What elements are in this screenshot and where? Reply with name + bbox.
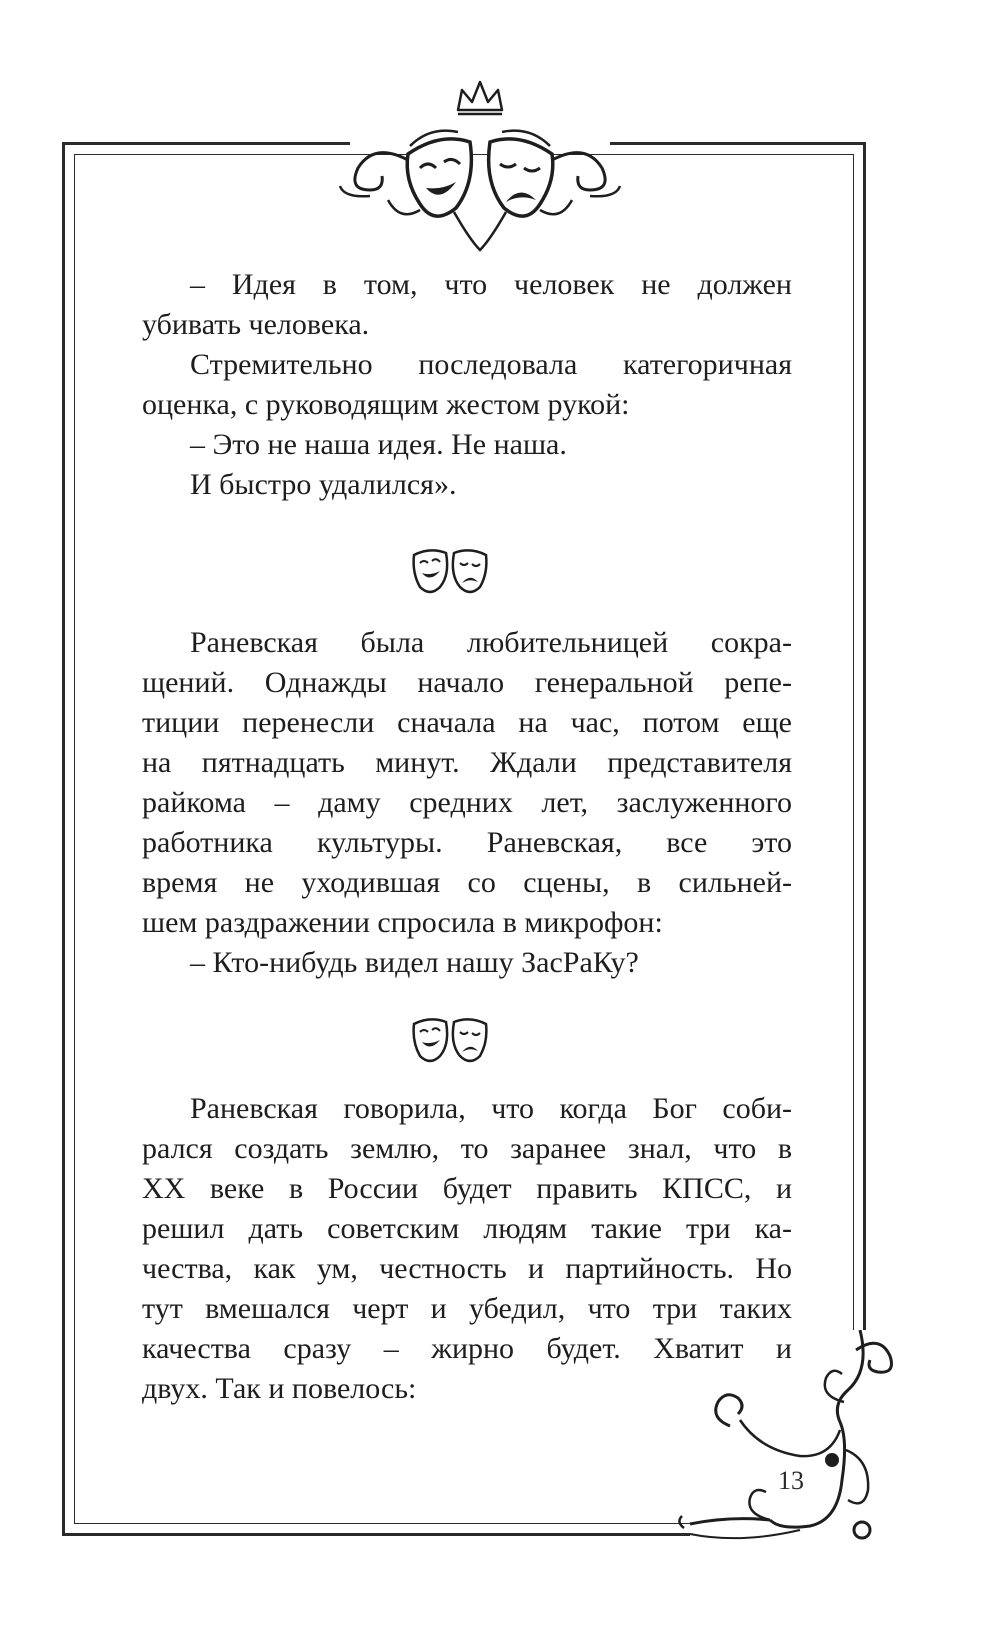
theater-masks-icon — [410, 545, 490, 597]
page-number: 13 — [778, 1466, 804, 1495]
text-line: Раневская говорила, что когда Бог соби- — [190, 1092, 792, 1125]
text-line: – Это не наша идея. Не наша. — [190, 428, 567, 461]
text-line: XX веке в России будет править КПСС, и — [142, 1172, 792, 1205]
text-line: райкома – даму средних лет, заслуженного — [142, 786, 792, 819]
text-line: оценка, с руководящим жестом рукой: — [142, 388, 630, 421]
text-line: работника культуры. Раневская, все это — [142, 826, 792, 859]
theater-masks-crown-icon — [330, 72, 630, 262]
text-line: – Идея в том, что человек не должен — [190, 268, 792, 301]
text-line: двух. Так и повелось: — [142, 1372, 417, 1405]
text-line: Стремительно последовала категоричная — [190, 348, 792, 381]
text-line: И быстро удалился». — [190, 468, 457, 501]
text-line: щений. Однажды начало генеральной репе- — [142, 666, 792, 699]
text-line: решил дать советским людям такие три ка- — [142, 1212, 792, 1245]
text-line: качества сразу – жирно будет. Хватит и — [142, 1332, 792, 1365]
text-line: убивать человека. — [142, 308, 370, 341]
text-line: Раневская была любительницей сокра- — [190, 626, 792, 659]
text-line: чества, как ум, честность и партийность. Но — [142, 1252, 792, 1285]
text-line: шем раздражении спросила в микрофон: — [142, 906, 663, 939]
text-line: на пятнадцать минут. Ждали представителя — [142, 746, 792, 779]
text-line: – Кто-нибудь видел нашу ЗасРаКу? — [190, 946, 639, 979]
paragraph-block-2 — [142, 623, 792, 983]
text-line: тут вмешался черт и убедил, что три таких — [142, 1292, 792, 1325]
paragraph-block-1 — [142, 265, 792, 505]
text-line: рался создать землю, то заранее знал, что в — [142, 1132, 792, 1165]
theater-masks-icon — [410, 1014, 490, 1066]
text-line: время не уходившая со сцены, в сильней- — [142, 866, 792, 899]
text-line: тиции перенесли сначала на час, потом еще — [142, 706, 792, 739]
